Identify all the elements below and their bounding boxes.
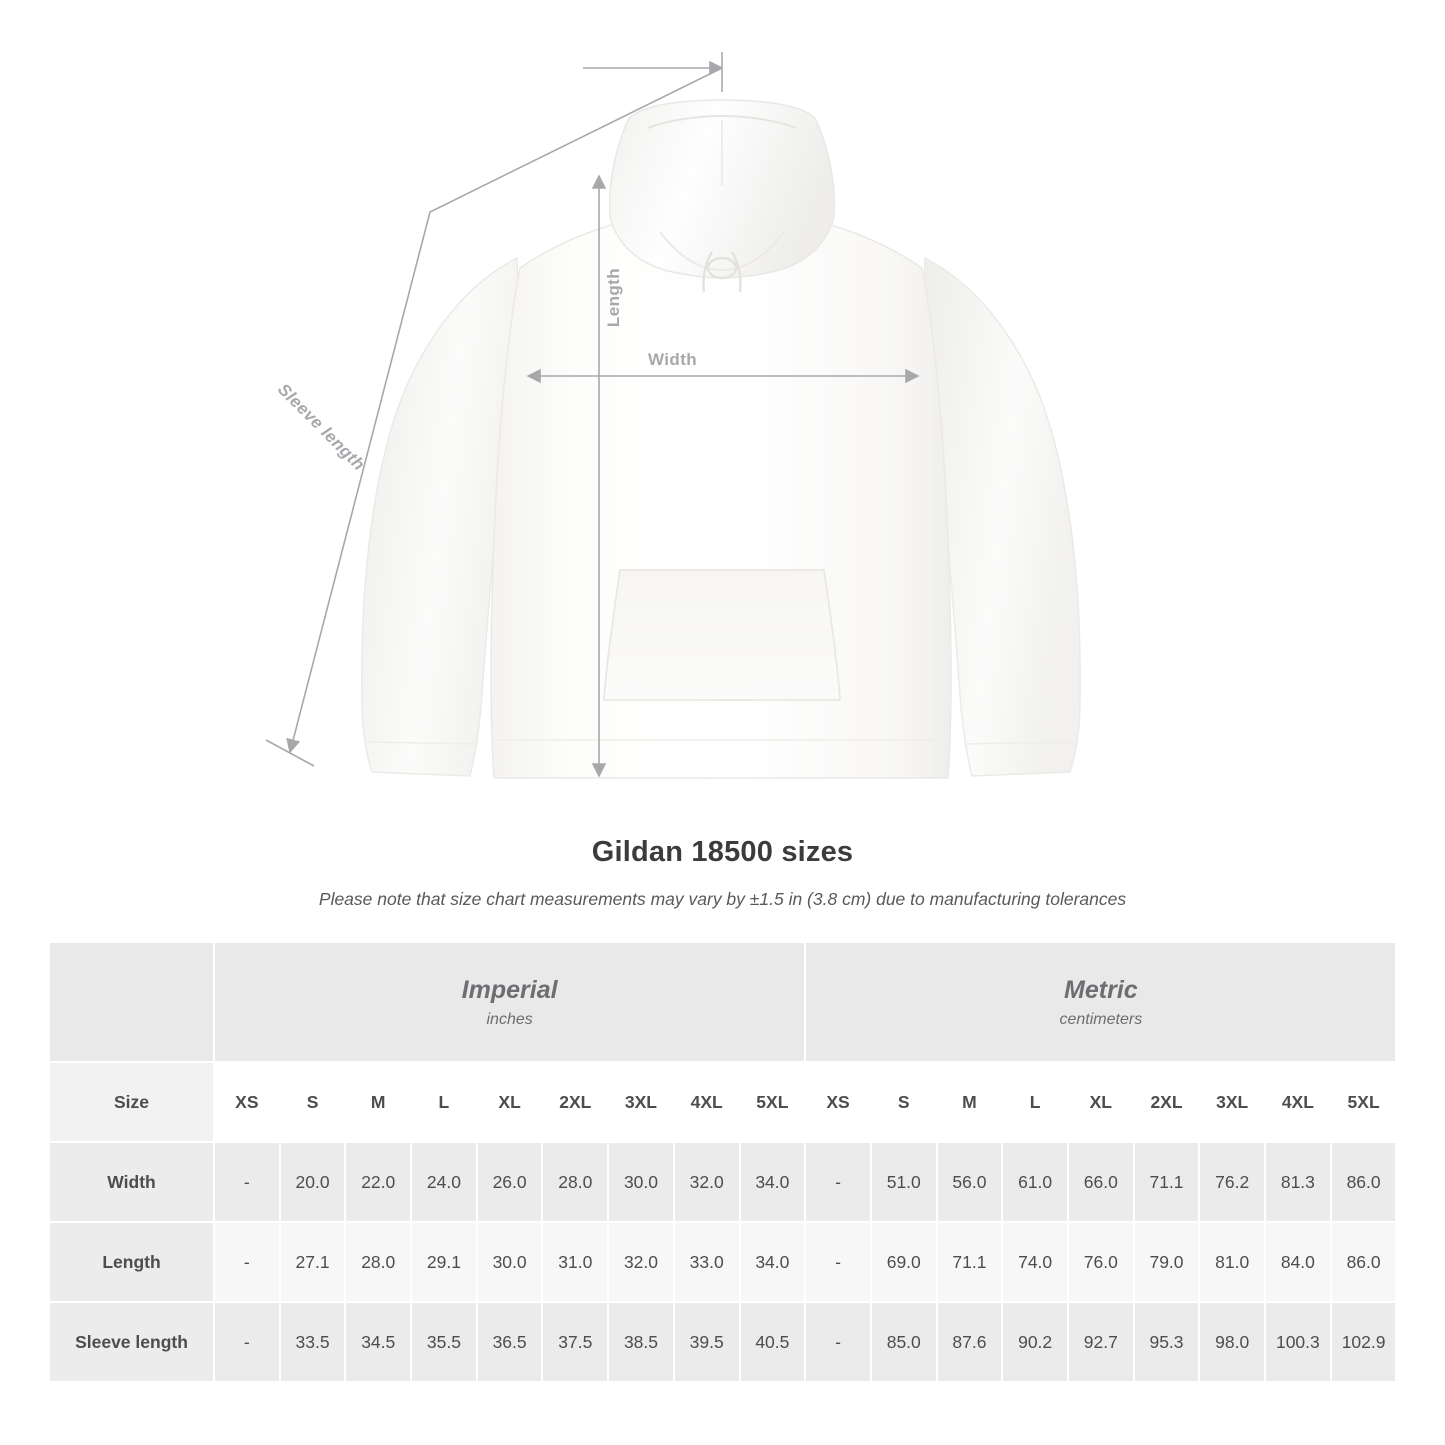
- size-header-metric-m: M: [937, 1062, 1003, 1142]
- size-header-imperial-l: L: [411, 1062, 477, 1142]
- size-header-metric-3xl: 3XL: [1199, 1062, 1265, 1142]
- sleeve-length-dimension-label: Sleeve length: [274, 379, 369, 475]
- row-label-sleeve-length: Sleeve length: [49, 1302, 214, 1382]
- size-header-imperial-3xl: 3XL: [608, 1062, 674, 1142]
- size-header-imperial-xs: XS: [214, 1062, 280, 1142]
- cell-length-imperial-m: 28.0: [345, 1222, 411, 1302]
- cell-sleeve-imperial-5xl: 40.5: [740, 1302, 806, 1382]
- table-row: [49, 1222, 1396, 1302]
- title-block: [0, 836, 1445, 910]
- cell-sleeve-imperial-m: 34.5: [345, 1302, 411, 1382]
- unit-name-metric: Metric: [1064, 975, 1138, 1004]
- size-table: [48, 941, 1397, 1383]
- cell-sleeve-imperial-l: 35.5: [411, 1302, 477, 1382]
- cell-length-metric-m: 71.1: [937, 1222, 1003, 1302]
- cell-width-metric-3xl: 76.2: [1199, 1142, 1265, 1222]
- cell-length-metric-xl: 76.0: [1068, 1222, 1134, 1302]
- unit-header-spacer: [49, 942, 214, 1062]
- cell-length-metric-4xl: 84.0: [1265, 1222, 1331, 1302]
- size-header-metric-xs: XS: [805, 1062, 871, 1142]
- cell-width-metric-2xl: 71.1: [1134, 1142, 1200, 1222]
- tolerance-note: Please note that size chart measurements may vary by ±1.5 in (3.8 cm) due to manufacturing tolerances: [318, 889, 1127, 909]
- cell-sleeve-metric-xl: 92.7: [1068, 1302, 1134, 1382]
- cell-length-metric-5xl: 86.0: [1331, 1222, 1397, 1302]
- cell-width-imperial-4xl: 32.0: [674, 1142, 740, 1222]
- size-header-imperial-s: S: [280, 1062, 346, 1142]
- cell-length-imperial-3xl: 32.0: [608, 1222, 674, 1302]
- cell-width-imperial-5xl: 34.0: [740, 1142, 806, 1222]
- size-header-metric-5xl: 5XL: [1331, 1062, 1397, 1142]
- cell-width-metric-xl: 66.0: [1068, 1142, 1134, 1222]
- table-row: [49, 1302, 1396, 1382]
- cell-sleeve-metric-4xl: 100.3: [1265, 1302, 1331, 1382]
- cell-length-metric-s: 69.0: [871, 1222, 937, 1302]
- size-header-metric-l: L: [1002, 1062, 1068, 1142]
- cell-width-metric-s: 51.0: [871, 1142, 937, 1222]
- size-header-imperial-5xl: 5XL: [740, 1062, 806, 1142]
- size-header-metric-xl: XL: [1068, 1062, 1134, 1142]
- cell-sleeve-metric-2xl: 95.3: [1134, 1302, 1200, 1382]
- width-dimension-label: Width: [648, 350, 698, 369]
- unit-header-row: [49, 942, 1396, 1062]
- cell-sleeve-metric-s: 85.0: [871, 1302, 937, 1382]
- size-header-imperial-2xl: 2XL: [542, 1062, 608, 1142]
- cell-width-metric-m: 56.0: [937, 1142, 1003, 1222]
- cell-length-imperial-5xl: 34.0: [740, 1222, 806, 1302]
- cell-length-imperial-2xl: 31.0: [542, 1222, 608, 1302]
- cell-sleeve-metric-3xl: 98.0: [1199, 1302, 1265, 1382]
- cell-length-imperial-xs: -: [214, 1222, 280, 1302]
- cell-width-imperial-l: 24.0: [411, 1142, 477, 1222]
- cell-width-imperial-s: 20.0: [280, 1142, 346, 1222]
- size-corner-label: Size: [49, 1062, 214, 1142]
- cell-sleeve-imperial-2xl: 37.5: [542, 1302, 608, 1382]
- size-header-metric-s: S: [871, 1062, 937, 1142]
- row-label-length: Length: [49, 1222, 214, 1302]
- cell-sleeve-metric-l: 90.2: [1002, 1302, 1068, 1382]
- cell-length-metric-l: 74.0: [1002, 1222, 1068, 1302]
- cell-sleeve-imperial-3xl: 38.5: [608, 1302, 674, 1382]
- garment-shape: [362, 100, 1080, 778]
- cell-length-imperial-xl: 30.0: [477, 1222, 543, 1302]
- cell-width-imperial-xs: -: [214, 1142, 280, 1222]
- unit-sub-metric: centimeters: [1059, 1011, 1143, 1029]
- size-header-metric-4xl: 4XL: [1265, 1062, 1331, 1142]
- cell-width-metric-4xl: 81.3: [1265, 1142, 1331, 1222]
- cell-sleeve-metric-m: 87.6: [937, 1302, 1003, 1382]
- cell-length-imperial-4xl: 33.0: [674, 1222, 740, 1302]
- cell-sleeve-imperial-xl: 36.5: [477, 1302, 543, 1382]
- cell-width-metric-5xl: 86.0: [1331, 1142, 1397, 1222]
- unit-sub-imperial: inches: [486, 1011, 533, 1029]
- size-header-imperial-4xl: 4XL: [674, 1062, 740, 1142]
- unit-header-imperial: [214, 942, 805, 1062]
- table-row: [49, 1142, 1396, 1222]
- cell-width-imperial-xl: 26.0: [477, 1142, 543, 1222]
- cell-sleeve-metric-5xl: 102.9: [1331, 1302, 1397, 1382]
- size-table-wrapper: [48, 941, 1397, 1383]
- unit-name-imperial: Imperial: [461, 975, 558, 1004]
- length-dimension-label: Length: [604, 268, 623, 328]
- cell-width-metric-l: 61.0: [1002, 1142, 1068, 1222]
- page-title: Gildan 18500 sizes: [591, 836, 854, 868]
- unit-header-metric: [805, 942, 1396, 1062]
- cell-width-imperial-3xl: 30.0: [608, 1142, 674, 1222]
- cell-width-imperial-2xl: 28.0: [542, 1142, 608, 1222]
- cell-sleeve-imperial-s: 33.5: [280, 1302, 346, 1382]
- cell-sleeve-imperial-xs: -: [214, 1302, 280, 1382]
- row-label-width: Width: [49, 1142, 214, 1222]
- size-header-row: [49, 1062, 1396, 1142]
- size-header-imperial-xl: XL: [477, 1062, 543, 1142]
- size-header-imperial-m: M: [345, 1062, 411, 1142]
- cell-length-imperial-s: 27.1: [280, 1222, 346, 1302]
- cell-length-metric-2xl: 79.0: [1134, 1222, 1200, 1302]
- cell-length-imperial-l: 29.1: [411, 1222, 477, 1302]
- cell-sleeve-metric-xs: -: [805, 1302, 871, 1382]
- cell-length-metric-xs: -: [805, 1222, 871, 1302]
- cell-sleeve-imperial-4xl: 39.5: [674, 1302, 740, 1382]
- cell-width-imperial-m: 22.0: [345, 1142, 411, 1222]
- size-header-metric-2xl: 2XL: [1134, 1062, 1200, 1142]
- cell-width-metric-xs: -: [805, 1142, 871, 1222]
- cell-length-metric-3xl: 81.0: [1199, 1222, 1265, 1302]
